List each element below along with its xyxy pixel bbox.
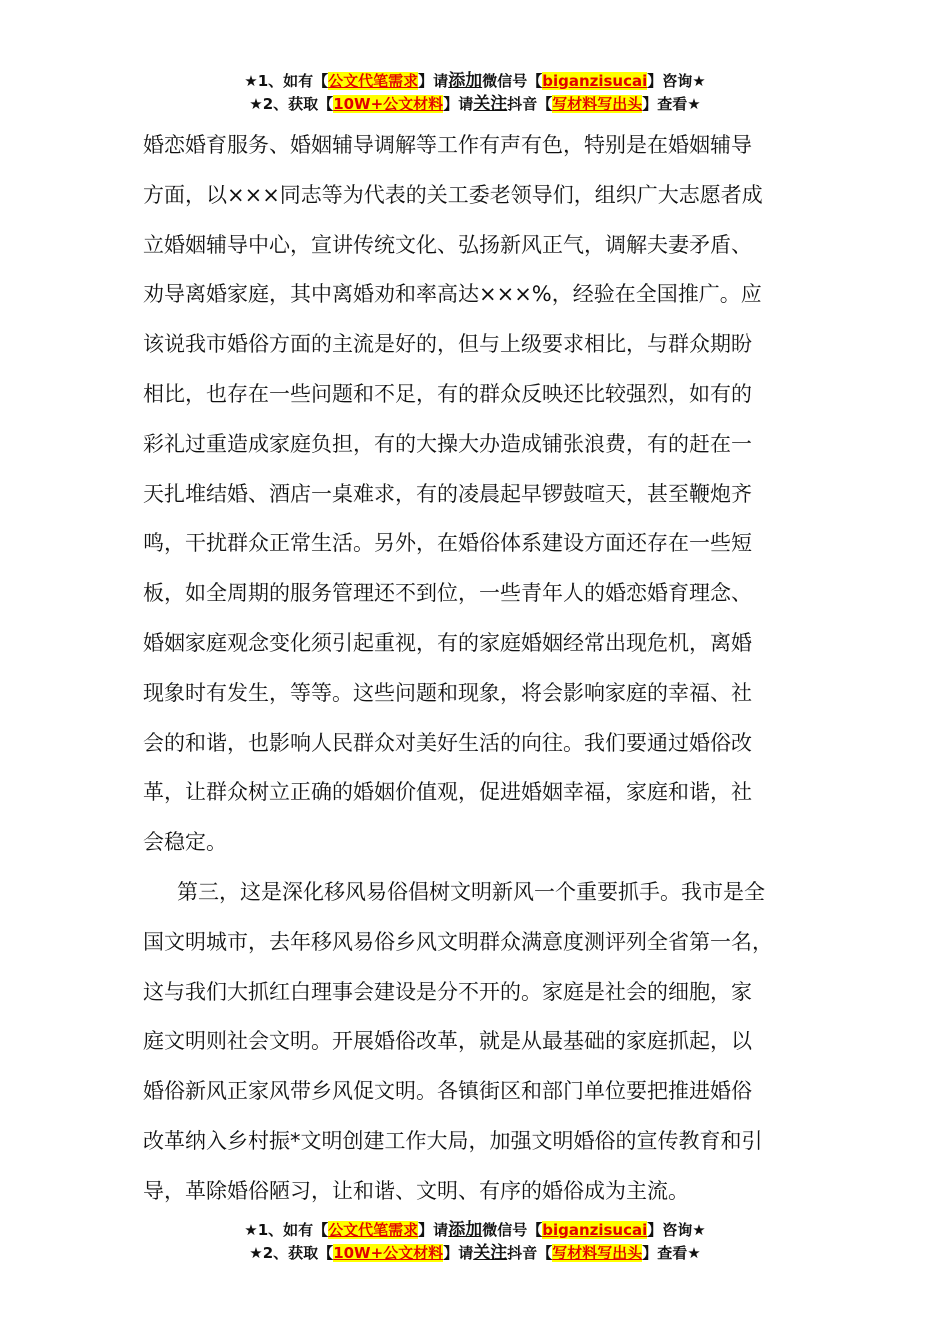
text: 】请 [443,1244,474,1262]
douyin-id: 写材料写出头 [552,1244,643,1262]
text: 】请 [418,72,449,90]
body-text [143,128,843,1224]
text: 】请 [443,95,474,113]
text-line: 婚俗新风正家风带乡风促文明。各镇街区和部门单位要把推进婚俗 [143,1079,752,1104]
text-line: 劝导离婚家庭，其中离婚劝和率高达×××%，经验在全国推广。应 [143,282,762,307]
wechat-id: biganzisucai [542,72,648,90]
emphasis: 添加 [448,1220,483,1240]
text: 抖音【 [507,95,553,113]
text-line: 国文明城市，去年移风易俗乡风文明群众满意度测评列全省第一名， [143,929,773,954]
banner-line-2 [0,93,950,116]
text: ★1、如有【 [244,1221,329,1239]
emphasis: 关注 [473,1243,508,1263]
text: 】请 [418,1221,449,1239]
text: 】咨询★ [647,1221,706,1239]
text: 】咨询★ [647,72,706,90]
text-line: 彩礼过重造成家庭负担，有的大操大办造成铺张浪费，有的赶在一 [143,431,752,456]
douyin-id: 写材料写出头 [552,95,643,113]
banner-line-2 [0,1242,950,1265]
text-line: 婚恋婚育服务、婚姻辅导调解等工作有声有色，特别是在婚姻辅导 [143,133,752,157]
text-line: 导，革除婚俗陋习，让和谐、文明、有序的婚俗成为主流。 [143,1178,689,1203]
text: 抖音【 [507,1244,553,1262]
highlight: 公文代笔需求 [328,72,419,90]
text-line: 会稳定。 [143,830,227,855]
top-banner [0,70,950,116]
text: ★2、获取【 [249,95,334,113]
text-line: 婚姻家庭观念变化须引起重视，有的家庭婚姻经常出现危机，离婚 [143,630,752,655]
banner-line-1 [0,70,950,93]
text-line: 立婚姻辅导中心，宣讲传统文化、弘扬新风正气，调解夫妻矛盾、 [143,232,752,257]
emphasis: 关注 [473,94,508,114]
text: 微信号【 [482,72,543,90]
text-line: 庭文明则社会文明。开展婚俗改革，就是从最基础的家庭抓起，以 [143,1029,752,1054]
text: 】查看★ [642,1244,701,1262]
emphasis: 添加 [448,71,483,91]
bottom-banner [0,1219,950,1265]
text: ★1、如有【 [244,72,329,90]
text: 微信号【 [482,1221,543,1239]
text-line: 天扎堆结婚、酒店一桌难求，有的凌晨起早锣鼓喧天，甚至鞭炮齐 [143,481,752,506]
text: ★2、获取【 [249,1244,334,1262]
text-line: 改革纳入乡村振*文明创建工作大局，加强文明婚俗的宣传教育和引 [143,1128,763,1153]
text-line: 第三，这是深化移风易俗倡树文明新风一个重要抓手。我市是全 [177,879,765,904]
text-line: 板，如全周期的服务管理还不到位，一些青年人的婚恋婚育理念、 [143,581,752,606]
text-line: 这与我们大抓红白理事会建设是分不开的。家庭是社会的细胞，家 [143,979,752,1004]
text-line: 现象时有发生，等等。这些问题和现象，将会影响家庭的幸福、社 [143,680,752,705]
text: 】查看★ [642,95,701,113]
text-line: 会的和谐，也影响人民群众对美好生活的向往。我们要通过婚俗改 [143,730,752,755]
text-line: 相比，也存在一些问题和不足，有的群众反映还比较强烈，如有的 [143,381,752,406]
text-line: 方面，以×××同志等为代表的关工委老领导们，组织广大志愿者成 [143,182,763,207]
banner-line-1 [0,1219,950,1242]
text-line: 该说我市婚俗方面的主流是好的，但与上级要求相比，与群众期盼 [143,332,752,357]
highlight: 10W+公文材料 [333,1244,444,1262]
text-line: 革，让群众树立正确的婚姻价值观，促进婚姻幸福，家庭和谐，社 [143,780,752,805]
highlight: 公文代笔需求 [328,1221,419,1239]
text-line: 鸣，干扰群众正常生活。另外，在婚俗体系建设方面还存在一些短 [143,531,752,556]
wechat-id: biganzisucai [542,1221,648,1239]
highlight: 10W+公文材料 [333,95,444,113]
